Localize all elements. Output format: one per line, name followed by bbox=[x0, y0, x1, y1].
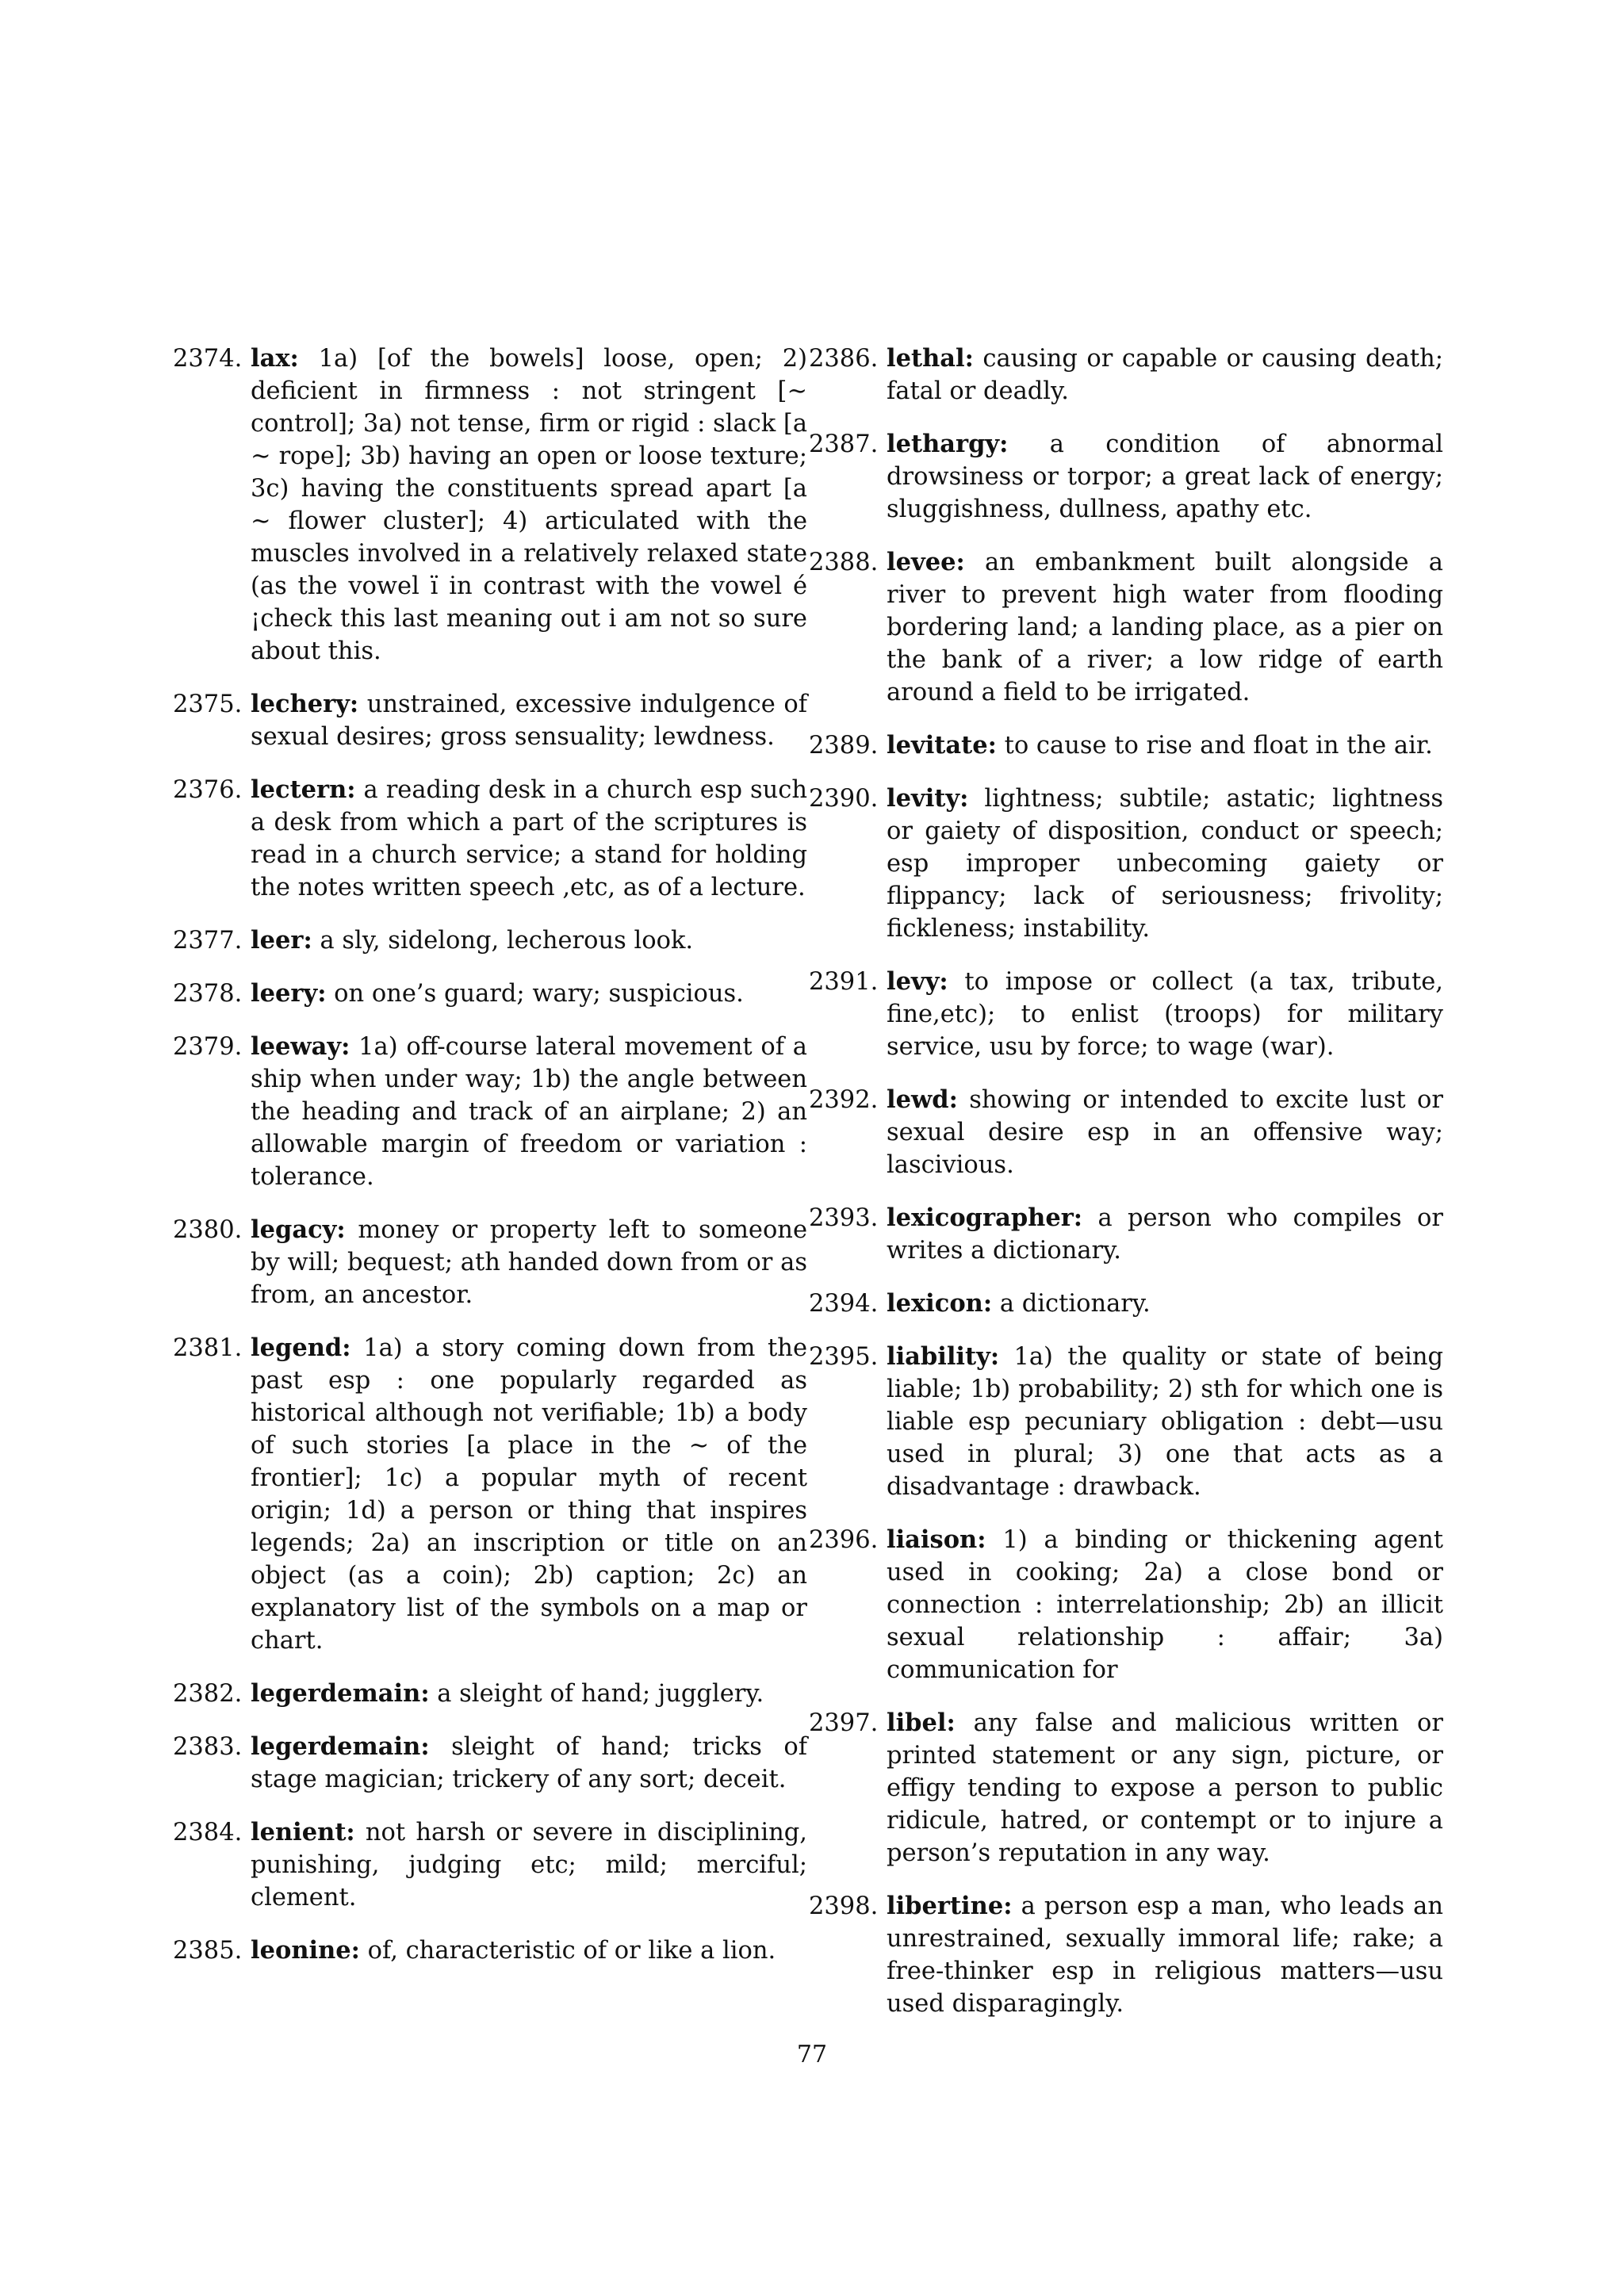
entry-headword: levitate: bbox=[887, 731, 997, 760]
entry-definition: to cause to rise and float in the air. bbox=[1004, 732, 1433, 760]
entry-headword: lectern: bbox=[251, 775, 356, 804]
left-column bbox=[173, 342, 807, 1988]
entry-definition: a person esp a man, who leads an unrestrained, sexually immoral life; rake; a free-thinker esp in religious matters—usu used disparagingly. bbox=[887, 1892, 1443, 2018]
dictionary-entry bbox=[173, 774, 807, 904]
entry-headword: leeway: bbox=[251, 1032, 350, 1061]
entry-number: 2389. bbox=[809, 732, 879, 760]
entry-number: 2377. bbox=[173, 927, 243, 955]
entry-definition: money or property left to someone by will; bequest; ath handed down from or as from, an ancestor. bbox=[251, 1216, 807, 1309]
entry-number: 2398. bbox=[809, 1892, 879, 1920]
entry-headword: liaison: bbox=[887, 1525, 986, 1554]
entry-headword: legacy: bbox=[251, 1215, 346, 1244]
entry-number: 2390. bbox=[809, 785, 879, 813]
entry-definition: a reading desk in a church esp such a desk from which a part of the scriptures is read in a church service; a stand for holding the notes written speech ,etc, as of a lecture. bbox=[251, 776, 807, 901]
entry-definition: any false and malicious written or printed statement or any sign, picture, or effigy tending to expose a person to public ridicule, hatred, or contempt or to injure a person’s reputation in any way. bbox=[887, 1709, 1443, 1867]
entry-definition: a condition of abnormal drowsiness or torpor; a great lack of energy; sluggishness, dullness, apathy etc. bbox=[887, 430, 1443, 523]
entry-headword: libel: bbox=[887, 1709, 956, 1737]
entry-definition: showing or intended to excite lust or sexual desire esp in an offensive way; lascivious. bbox=[887, 1086, 1443, 1179]
entry-number: 2384. bbox=[173, 1819, 243, 1846]
entry-number: 2397. bbox=[809, 1709, 879, 1737]
entry-definition: an embankment built alongside a river to prevent high water from flooding bordering land; a landing place, as a pier on the bank of a river; a low ridge of earth around a field to be irrigated. bbox=[887, 549, 1443, 706]
page-number: 77 bbox=[796, 2041, 828, 2068]
entry-number: 2378. bbox=[173, 980, 243, 1008]
entry-number: 2388. bbox=[809, 549, 879, 576]
entry-definition: 1a) the quality or state of being liable; 1b) probability; 2) sth for which one is liable esp pecuniary obligation : debt—usu used in plural; 3) one that acts as a disadvantage : drawback. bbox=[887, 1343, 1443, 1501]
entry-definition: of, characteristic of or like a lion. bbox=[367, 1937, 776, 1965]
entry-definition: sleight of hand; tricks of stage magician; trickery of any sort; deceit. bbox=[251, 1733, 807, 1793]
entry-definition: a sleight of hand; jugglery. bbox=[437, 1680, 764, 1708]
entry-definition: causing or capable or causing death; fatal or deadly. bbox=[887, 345, 1444, 405]
entry-headword: lax: bbox=[251, 344, 299, 373]
entry-headword: lewd: bbox=[887, 1085, 958, 1114]
entry-number: 2375. bbox=[173, 691, 243, 718]
entry-number: 2385. bbox=[173, 1937, 243, 1965]
entry-number: 2396. bbox=[809, 1526, 879, 1554]
dictionary-entry bbox=[173, 1816, 807, 1914]
dictionary-entry bbox=[173, 1731, 807, 1796]
entry-number: 2380. bbox=[173, 1216, 243, 1244]
entry-definition: 1a) a story coming down from the past esp : one popularly regarded as historical although not verifiable; 1b) a body of such stories [a place in the ∼ of the frontier]; 1c) a popular myth of recent origin; 1d) a person or thing that inspires legends; 2a) an inscription or title on an object (as a coin); 2b) caption; 2c) an explanatory list of the symbols on a map or chart. bbox=[251, 1334, 808, 1655]
entry-number: 2395. bbox=[809, 1343, 879, 1371]
dictionary-entry bbox=[173, 978, 807, 1010]
dictionary-entry bbox=[809, 1202, 1443, 1267]
entry-definition: lightness; subtile; astatic; lightness or gaiety of disposition, conduct or speech; esp improper unbecoming gaiety or flippancy; lack of seriousness; frivolity; fickleness; instability. bbox=[887, 785, 1443, 943]
dictionary-entry bbox=[809, 1707, 1443, 1869]
entry-definition: 1a) [of the bowels] loose, open; 2) deficient in firmness : not stringent [∼ control]; 3a) not tense, firm or rigid : slack [a ∼ rope]; 3b) having an open or loose texture; 3c) having the constituents spread apart [a ∼ flower cluster]; 4) articulated with the muscles involved in a relatively relaxed state (as the vowel ï in contrast with the vowel é ¡check this last meaning out i am not so sure about this. bbox=[251, 345, 808, 665]
entry-number: 2391. bbox=[809, 968, 879, 996]
entry-headword: leery: bbox=[251, 979, 327, 1008]
entry-definition: a sly, sidelong, lecherous look. bbox=[320, 927, 694, 955]
entry-headword: levity: bbox=[887, 784, 969, 813]
dictionary-entry bbox=[809, 342, 1443, 408]
entry-headword: leer: bbox=[251, 926, 312, 955]
entry-number: 2379. bbox=[173, 1033, 243, 1061]
dictionary-entry bbox=[809, 1084, 1443, 1181]
entry-headword: lethargy: bbox=[887, 430, 1009, 458]
dictionary-entry bbox=[809, 1341, 1443, 1503]
dictionary-entry bbox=[173, 1934, 807, 1967]
entry-headword: legerdemain: bbox=[251, 1732, 430, 1761]
entry-definition: not harsh or severe in disciplining, punishing, judging etc; mild; merciful; clement. bbox=[251, 1819, 807, 1911]
dictionary-entry bbox=[173, 1678, 807, 1710]
entry-headword: lexicon: bbox=[887, 1289, 993, 1318]
entry-number: 2374. bbox=[173, 345, 243, 373]
entry-headword: levy: bbox=[887, 967, 948, 996]
dictionary-entry bbox=[173, 1214, 807, 1311]
entry-definition: on one’s guard; wary; suspicious. bbox=[334, 980, 744, 1008]
dictionary-entry bbox=[173, 342, 807, 668]
entry-number: 2383. bbox=[173, 1733, 243, 1761]
entry-number: 2393. bbox=[809, 1204, 879, 1232]
entry-headword: lenient: bbox=[251, 1818, 355, 1846]
right-column bbox=[809, 342, 1443, 2041]
dictionary-entry bbox=[173, 1031, 807, 1193]
entry-number: 2392. bbox=[809, 1086, 879, 1114]
dictionary-entry bbox=[809, 546, 1443, 709]
entry-number: 2394. bbox=[809, 1290, 879, 1318]
dictionary-entry bbox=[173, 924, 807, 957]
dictionary-entry bbox=[809, 428, 1443, 526]
entry-definition: unstrained, excessive indulgence of sexual desires; gross sensuality; lewdness. bbox=[251, 691, 807, 751]
entry-headword: levee: bbox=[887, 548, 965, 576]
entry-headword: legend: bbox=[251, 1334, 351, 1362]
entry-headword: leonine: bbox=[251, 1936, 360, 1965]
entry-headword: lethal: bbox=[887, 344, 974, 373]
dictionary-entry bbox=[173, 688, 807, 753]
entry-number: 2386. bbox=[809, 345, 879, 373]
entry-definition: to impose or collect (a tax, tribute, fine,etc); to enlist (troops) for military service, usu by force; to wage (war). bbox=[887, 968, 1443, 1061]
entry-headword: lechery: bbox=[251, 690, 359, 718]
entry-number: 2387. bbox=[809, 430, 879, 458]
entry-number: 2382. bbox=[173, 1680, 243, 1708]
dictionary-entry bbox=[809, 1288, 1443, 1320]
dictionary-entry bbox=[809, 729, 1443, 762]
entry-headword: legerdemain: bbox=[251, 1679, 430, 1708]
dictionary-entry bbox=[809, 966, 1443, 1063]
entry-definition: a dictionary. bbox=[999, 1290, 1151, 1318]
dictionary-entry bbox=[809, 783, 1443, 945]
entry-number: 2376. bbox=[173, 776, 243, 804]
entry-headword: liability: bbox=[887, 1342, 1000, 1371]
dictionary-entry bbox=[809, 1890, 1443, 2020]
entry-definition: 1a) off-course lateral movement of a ship when under way; 1b) the angle between the heading and track of an airplane; 2) an allowable margin of freedom or variation : tolerance. bbox=[251, 1033, 807, 1191]
entry-headword: libertine: bbox=[887, 1892, 1013, 1920]
entry-definition: a person who compiles or writes a dictionary. bbox=[887, 1204, 1443, 1265]
dictionary-entry bbox=[173, 1332, 807, 1657]
entry-headword: lexicographer: bbox=[887, 1203, 1083, 1232]
dictionary-entry bbox=[809, 1524, 1443, 1686]
entry-number: 2381. bbox=[173, 1334, 243, 1362]
entry-definition: 1) a binding or thickening agent used in cooking; 2a) a close bond or connection : interrelationship; 2b) an illicit sexual relationship : affair; 3a) communication for bbox=[887, 1526, 1443, 1684]
